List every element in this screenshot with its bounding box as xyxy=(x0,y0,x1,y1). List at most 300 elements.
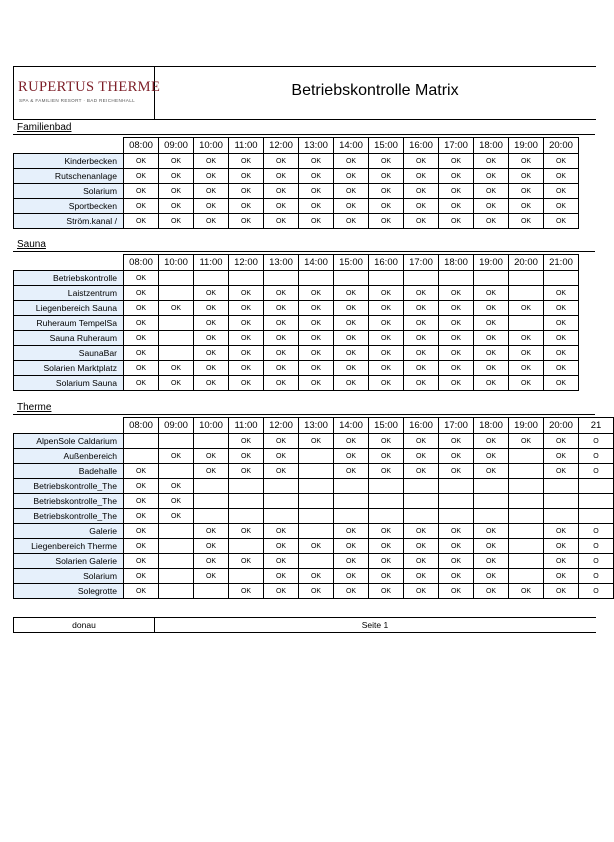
status-cell xyxy=(544,479,579,494)
status-cell: OK xyxy=(334,214,369,229)
status-cell: OK xyxy=(229,524,264,539)
status-cell: OK xyxy=(439,316,474,331)
status-cell: OK xyxy=(159,494,194,509)
status-cell: OK xyxy=(229,554,264,569)
hour-header-row xyxy=(14,138,579,154)
status-cell: OK xyxy=(474,346,509,361)
status-cell: O xyxy=(579,539,614,554)
status-cell: OK xyxy=(439,524,474,539)
area-name: Betriebskontrolle xyxy=(14,271,124,286)
status-cell: OK xyxy=(194,524,229,539)
area-name: Solarium xyxy=(14,569,124,584)
status-cell: OK xyxy=(404,524,439,539)
status-cell: OK xyxy=(404,554,439,569)
status-cell: OK xyxy=(404,154,439,169)
status-cell: OK xyxy=(229,214,264,229)
status-cell: OK xyxy=(509,331,544,346)
status-matrix-table xyxy=(13,417,614,599)
area-name: Galerie xyxy=(14,524,124,539)
status-cell: OK xyxy=(509,376,544,391)
status-cell: OK xyxy=(544,331,579,346)
document-footer xyxy=(13,617,596,633)
status-cell: OK xyxy=(509,169,544,184)
status-cell xyxy=(544,509,579,524)
status-cell: OK xyxy=(439,449,474,464)
status-cell: OK xyxy=(369,584,404,599)
status-cell: O xyxy=(579,449,614,464)
hour-header: 15:00 xyxy=(334,255,369,271)
area-name: Außenbereich xyxy=(14,449,124,464)
status-cell: OK xyxy=(404,539,439,554)
status-cell: OK xyxy=(439,539,474,554)
status-cell: OK xyxy=(369,464,404,479)
logo-wordmark: RUPERTUS THERME xyxy=(18,79,161,95)
section-divider xyxy=(13,134,595,135)
status-cell xyxy=(264,479,299,494)
status-cell: OK xyxy=(509,434,544,449)
status-cell xyxy=(159,346,194,361)
status-cell: OK xyxy=(404,316,439,331)
status-cell: OK xyxy=(439,346,474,361)
status-cell xyxy=(299,524,334,539)
status-cell: OK xyxy=(369,169,404,184)
status-cell: OK xyxy=(474,154,509,169)
status-cell: OK xyxy=(369,449,404,464)
table-row xyxy=(14,539,614,554)
status-cell: OK xyxy=(439,199,474,214)
status-cell xyxy=(439,479,474,494)
header-corner xyxy=(14,138,124,154)
hour-header: 14:00 xyxy=(334,418,369,434)
hour-header: 20:00 xyxy=(544,418,579,434)
hour-header: 18:00 xyxy=(439,255,474,271)
status-cell: OK xyxy=(299,539,334,554)
status-cell: OK xyxy=(299,301,334,316)
hour-header: 15:00 xyxy=(369,138,404,154)
status-cell: OK xyxy=(439,286,474,301)
status-cell: OK xyxy=(194,361,229,376)
status-cell: OK xyxy=(334,199,369,214)
status-cell: OK xyxy=(194,464,229,479)
table-row xyxy=(14,434,614,449)
status-cell: OK xyxy=(194,301,229,316)
status-cell: OK xyxy=(544,286,579,301)
hour-header: 08:00 xyxy=(124,138,159,154)
hour-header: 16:00 xyxy=(404,418,439,434)
status-cell: OK xyxy=(299,584,334,599)
status-matrix-table xyxy=(13,137,579,229)
status-cell: OK xyxy=(124,464,159,479)
status-cell: OK xyxy=(544,301,579,316)
status-cell: O xyxy=(579,569,614,584)
table-row xyxy=(14,524,614,539)
status-cell: OK xyxy=(124,479,159,494)
status-cell: OK xyxy=(509,361,544,376)
status-cell: OK xyxy=(299,169,334,184)
hour-header: 10:00 xyxy=(194,418,229,434)
status-cell xyxy=(299,449,334,464)
status-cell: OK xyxy=(194,214,229,229)
table-row xyxy=(14,464,614,479)
document-header xyxy=(13,66,596,120)
status-cell: OK xyxy=(544,584,579,599)
status-cell xyxy=(159,271,194,286)
status-cell xyxy=(229,569,264,584)
status-cell: OK xyxy=(404,434,439,449)
status-cell: OK xyxy=(404,331,439,346)
status-cell xyxy=(124,449,159,464)
status-cell: OK xyxy=(194,184,229,199)
hour-header: 08:00 xyxy=(124,255,159,271)
hour-header: 17:00 xyxy=(439,418,474,434)
status-cell: OK xyxy=(334,376,369,391)
area-name: Ruheraum TempelSa xyxy=(14,316,124,331)
logo xyxy=(14,67,161,119)
status-cell: OK xyxy=(509,154,544,169)
status-cell: OK xyxy=(334,184,369,199)
status-cell xyxy=(509,509,544,524)
status-cell xyxy=(264,509,299,524)
status-matrix-table xyxy=(13,254,579,391)
status-cell: OK xyxy=(159,154,194,169)
status-cell xyxy=(334,479,369,494)
status-cell: OK xyxy=(474,539,509,554)
hour-header: 13:00 xyxy=(299,138,334,154)
status-cell: OK xyxy=(229,376,264,391)
hour-header: 16:00 xyxy=(369,255,404,271)
status-cell: OK xyxy=(334,331,369,346)
section-divider xyxy=(13,414,595,415)
hour-header: 17:00 xyxy=(439,138,474,154)
status-cell: OK xyxy=(439,361,474,376)
status-cell: OK xyxy=(124,361,159,376)
status-cell: OK xyxy=(439,154,474,169)
status-cell: OK xyxy=(299,331,334,346)
status-cell xyxy=(159,316,194,331)
status-cell xyxy=(579,479,614,494)
status-cell: OK xyxy=(229,331,264,346)
status-cell: OK xyxy=(124,524,159,539)
status-cell: OK xyxy=(124,569,159,584)
status-cell: OK xyxy=(124,301,159,316)
status-cell: O xyxy=(579,524,614,539)
status-cell xyxy=(474,509,509,524)
hour-header: 08:00 xyxy=(124,418,159,434)
status-cell: OK xyxy=(439,331,474,346)
status-cell: OK xyxy=(439,376,474,391)
status-cell: OK xyxy=(334,539,369,554)
status-cell: OK xyxy=(439,434,474,449)
status-cell xyxy=(159,554,194,569)
status-cell xyxy=(369,479,404,494)
status-cell: OK xyxy=(124,316,159,331)
status-cell: OK xyxy=(264,434,299,449)
status-cell: OK xyxy=(334,301,369,316)
table-row xyxy=(14,214,579,229)
status-cell: OK xyxy=(264,554,299,569)
area-name: Solarium xyxy=(14,184,124,199)
status-cell: OK xyxy=(544,376,579,391)
status-cell: OK xyxy=(299,316,334,331)
status-cell: OK xyxy=(509,214,544,229)
hour-header: 15:00 xyxy=(369,418,404,434)
hour-header: 11:00 xyxy=(229,138,264,154)
status-cell: OK xyxy=(124,184,159,199)
status-cell: OK xyxy=(544,199,579,214)
status-cell: OK xyxy=(159,169,194,184)
status-cell xyxy=(159,539,194,554)
status-cell: OK xyxy=(404,361,439,376)
status-cell: OK xyxy=(474,184,509,199)
table-row xyxy=(14,271,579,286)
status-cell xyxy=(439,271,474,286)
status-cell xyxy=(439,509,474,524)
status-cell xyxy=(299,271,334,286)
hour-header: 10:00 xyxy=(159,255,194,271)
hour-header: 11:00 xyxy=(194,255,229,271)
area-name: Solarium Sauna xyxy=(14,376,124,391)
status-cell: O xyxy=(579,434,614,449)
status-cell: OK xyxy=(369,184,404,199)
status-cell: OK xyxy=(124,199,159,214)
status-cell: OK xyxy=(509,184,544,199)
status-cell: OK xyxy=(264,361,299,376)
table-row xyxy=(14,449,614,464)
status-cell xyxy=(229,494,264,509)
table-row xyxy=(14,361,579,376)
hour-header: 19:00 xyxy=(509,138,544,154)
status-cell xyxy=(509,479,544,494)
status-cell: OK xyxy=(264,286,299,301)
status-cell: OK xyxy=(544,554,579,569)
status-cell: OK xyxy=(544,524,579,539)
hour-header: 18:00 xyxy=(474,138,509,154)
status-cell: OK xyxy=(334,524,369,539)
status-cell: OK xyxy=(474,524,509,539)
status-cell: OK xyxy=(474,301,509,316)
status-cell: OK xyxy=(159,376,194,391)
status-cell xyxy=(194,494,229,509)
status-cell: OK xyxy=(369,286,404,301)
status-cell: OK xyxy=(404,199,439,214)
status-cell xyxy=(404,494,439,509)
status-cell xyxy=(194,434,229,449)
hour-header: 11:00 xyxy=(229,418,264,434)
status-cell: OK xyxy=(124,346,159,361)
status-cell: OK xyxy=(474,584,509,599)
status-cell: OK xyxy=(544,346,579,361)
hour-header: 14:00 xyxy=(334,138,369,154)
area-name: Sauna Ruheraum xyxy=(14,331,124,346)
hour-header: 14:00 xyxy=(299,255,334,271)
status-cell: OK xyxy=(404,569,439,584)
status-cell: OK xyxy=(474,554,509,569)
status-cell: OK xyxy=(404,286,439,301)
status-cell: OK xyxy=(264,199,299,214)
status-cell: OK xyxy=(404,346,439,361)
status-cell xyxy=(194,509,229,524)
status-cell: OK xyxy=(159,509,194,524)
status-cell xyxy=(509,271,544,286)
status-cell xyxy=(159,464,194,479)
status-cell xyxy=(544,494,579,509)
area-name: Liegenbereich Sauna xyxy=(14,301,124,316)
hour-header: 13:00 xyxy=(299,418,334,434)
status-cell: OK xyxy=(474,331,509,346)
status-cell: OK xyxy=(334,584,369,599)
status-cell: OK xyxy=(194,539,229,554)
status-cell: OK xyxy=(334,434,369,449)
status-cell xyxy=(404,271,439,286)
table-row xyxy=(14,376,579,391)
area-name: Solarien Galerie xyxy=(14,554,124,569)
status-cell: OK xyxy=(159,199,194,214)
status-cell: OK xyxy=(369,434,404,449)
hour-header: 16:00 xyxy=(404,138,439,154)
status-cell: OK xyxy=(124,331,159,346)
status-cell: OK xyxy=(124,509,159,524)
status-cell: OK xyxy=(334,361,369,376)
status-cell: OK xyxy=(229,169,264,184)
status-cell: OK xyxy=(369,214,404,229)
status-cell: OK xyxy=(474,361,509,376)
status-cell: OK xyxy=(124,169,159,184)
status-cell: OK xyxy=(264,569,299,584)
status-cell xyxy=(159,286,194,301)
status-cell: OK xyxy=(159,479,194,494)
hour-header: 20:00 xyxy=(509,255,544,271)
status-cell: OK xyxy=(264,346,299,361)
status-cell: OK xyxy=(544,569,579,584)
table-row xyxy=(14,494,614,509)
status-cell: OK xyxy=(334,554,369,569)
hour-header: 21:00 xyxy=(544,255,579,271)
status-cell: OK xyxy=(124,214,159,229)
status-cell: OK xyxy=(229,464,264,479)
status-cell xyxy=(194,584,229,599)
status-cell xyxy=(474,271,509,286)
status-cell: OK xyxy=(369,154,404,169)
status-cell: OK xyxy=(404,449,439,464)
area-name: Rutschenanlage xyxy=(14,169,124,184)
status-cell: OK xyxy=(369,361,404,376)
hour-header-row xyxy=(14,255,579,271)
status-cell: OK xyxy=(159,184,194,199)
header-corner xyxy=(14,418,124,434)
status-cell xyxy=(159,434,194,449)
area-name: Betriebskontrolle_The xyxy=(14,509,124,524)
status-cell: OK xyxy=(439,214,474,229)
status-cell xyxy=(404,509,439,524)
status-cell: OK xyxy=(544,434,579,449)
status-cell xyxy=(159,569,194,584)
status-cell: OK xyxy=(334,286,369,301)
status-cell: OK xyxy=(404,301,439,316)
status-cell: OK xyxy=(439,569,474,584)
status-cell: OK xyxy=(264,214,299,229)
table-row xyxy=(14,479,614,494)
status-cell xyxy=(439,494,474,509)
status-cell: OK xyxy=(124,584,159,599)
status-cell xyxy=(264,271,299,286)
status-cell: OK xyxy=(474,569,509,584)
status-cell: OK xyxy=(369,331,404,346)
status-cell xyxy=(194,271,229,286)
status-cell xyxy=(474,494,509,509)
hour-header: 09:00 xyxy=(159,138,194,154)
status-cell: O xyxy=(579,464,614,479)
status-cell xyxy=(509,569,544,584)
hour-header: 12:00 xyxy=(264,418,299,434)
status-cell: OK xyxy=(194,169,229,184)
hour-header: 21 xyxy=(579,418,614,434)
status-cell: OK xyxy=(439,184,474,199)
status-cell: OK xyxy=(334,346,369,361)
hour-header: 13:00 xyxy=(264,255,299,271)
area-name: Kinderbecken xyxy=(14,154,124,169)
status-cell: OK xyxy=(369,376,404,391)
table-row xyxy=(14,554,614,569)
status-cell: OK xyxy=(124,271,159,286)
status-cell: OK xyxy=(509,584,544,599)
table-row xyxy=(14,346,579,361)
status-cell: OK xyxy=(334,464,369,479)
table-row xyxy=(14,316,579,331)
status-cell: OK xyxy=(404,376,439,391)
status-cell: OK xyxy=(299,361,334,376)
status-cell: OK xyxy=(194,554,229,569)
status-cell: OK xyxy=(264,449,299,464)
area-name: Sportbecken xyxy=(14,199,124,214)
status-cell xyxy=(229,271,264,286)
area-name: Betriebskontrolle_The xyxy=(14,494,124,509)
status-cell: OK xyxy=(299,286,334,301)
header-corner xyxy=(14,255,124,271)
status-cell: OK xyxy=(229,154,264,169)
status-cell: OK xyxy=(544,464,579,479)
status-cell xyxy=(509,524,544,539)
status-cell: OK xyxy=(264,376,299,391)
status-cell xyxy=(159,524,194,539)
status-cell xyxy=(509,286,544,301)
status-cell: OK xyxy=(264,154,299,169)
area-name: Solarien Marktplatz xyxy=(14,361,124,376)
status-cell: OK xyxy=(124,494,159,509)
hour-header-row xyxy=(14,418,614,434)
hour-header: 09:00 xyxy=(159,418,194,434)
status-cell: OK xyxy=(194,346,229,361)
status-cell xyxy=(579,509,614,524)
status-cell: OK xyxy=(299,184,334,199)
status-cell: OK xyxy=(474,316,509,331)
status-cell: OK xyxy=(229,584,264,599)
status-cell xyxy=(299,494,334,509)
status-cell: OK xyxy=(229,301,264,316)
status-cell: O xyxy=(579,584,614,599)
status-cell: OK xyxy=(264,169,299,184)
status-cell: OK xyxy=(229,286,264,301)
footer-user: donau xyxy=(14,618,155,632)
status-cell: OK xyxy=(334,569,369,584)
status-cell: OK xyxy=(544,169,579,184)
status-cell: OK xyxy=(229,346,264,361)
status-cell: OK xyxy=(124,539,159,554)
status-cell: OK xyxy=(229,434,264,449)
status-cell: OK xyxy=(299,346,334,361)
status-cell: OK xyxy=(194,376,229,391)
status-cell: OK xyxy=(334,169,369,184)
status-cell: OK xyxy=(194,199,229,214)
